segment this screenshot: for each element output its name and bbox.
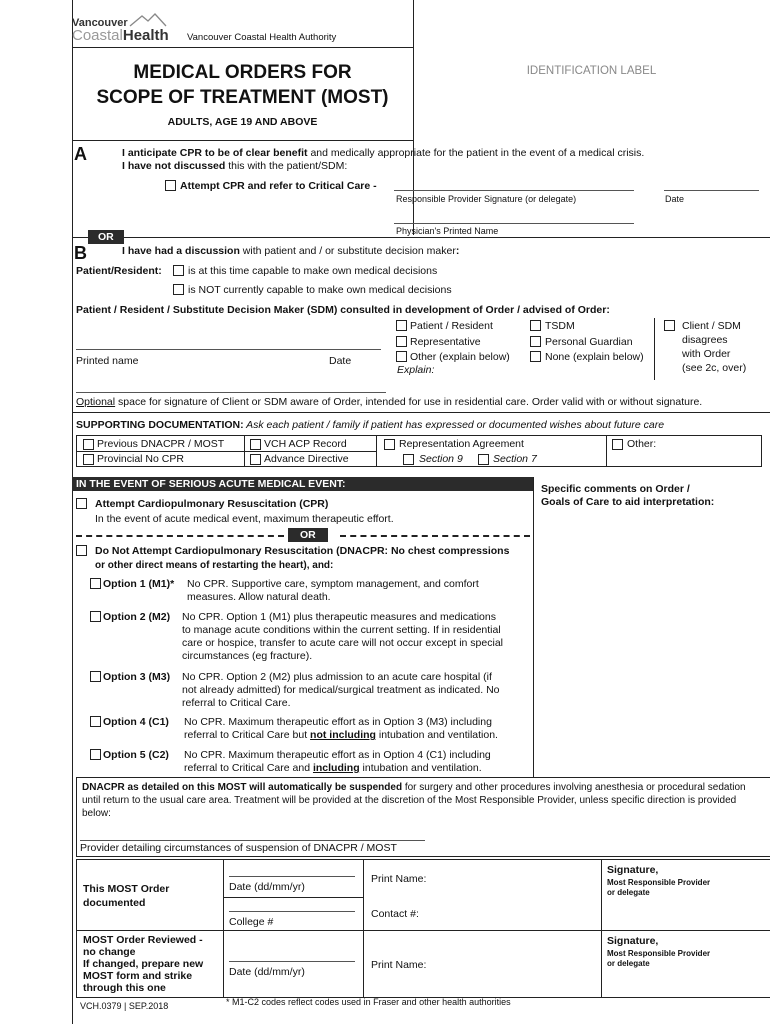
section-a-line1-rest: and medically appropriate for the patient in the event of a medical crisis. <box>307 147 645 159</box>
tsdm-option: TSDM <box>545 320 575 332</box>
client-disagrees-4: (see 2c, over) <box>682 362 747 374</box>
suspension-provider-label: Provider detailing circumstances of suspension of DNACPR / MOST <box>80 842 397 854</box>
option-c2-text2a: referral to Critical Care and <box>184 762 313 774</box>
option-m1-text2: measures. Allow natural death. <box>187 591 331 603</box>
none-explain-checkbox[interactable] <box>530 351 541 362</box>
supporting-row-rule-1 <box>76 451 244 452</box>
supporting-row-rule-2 <box>244 451 376 452</box>
provincial-no-cpr-checkbox[interactable] <box>83 454 94 465</box>
capable-checkbox[interactable] <box>173 265 184 276</box>
optional-signature-text <box>76 396 702 409</box>
attempt-cpr-event-checkbox[interactable] <box>76 498 87 509</box>
option-c1-label: Option 4 (C1) <box>103 716 169 728</box>
option-m3-text2: not already admitted) for medical/surgical treatment as indicated. No <box>182 684 500 696</box>
client-divider <box>654 318 655 380</box>
option-m3-checkbox[interactable] <box>90 671 101 682</box>
signoff-mid-rule <box>223 897 363 898</box>
reviewed-label-1: MOST Order Reviewed - <box>83 934 203 946</box>
guardian-checkbox[interactable] <box>530 336 541 347</box>
attempt-cpr-event-desc: In the event of acute medical event, maximum therapeutic effort. <box>95 513 394 525</box>
not-capable-checkbox[interactable] <box>173 284 184 295</box>
documented-date-line[interactable] <box>229 876 355 877</box>
option-c2-text2 <box>184 762 482 775</box>
section-a-letter: A <box>74 144 87 164</box>
dnacpr-line2: or other direct means of restarting the heart), and: <box>95 560 334 571</box>
physician-name-label: Physician's Printed Name <box>396 226 499 236</box>
discussion-bold: I have had a discussion <box>122 245 240 257</box>
section-a-date-label: Date <box>665 194 685 204</box>
other-doc-label: Other: <box>627 438 657 450</box>
option-m3-label: Option 3 (M3) <box>103 671 171 683</box>
option-m2-text2: to manage acute conditions within the current setting. If in residential <box>182 624 501 636</box>
authority-name: Vancouver Coastal Health Authority <box>187 32 337 43</box>
left-margin-rule <box>72 0 73 1024</box>
supporting-divider-2 <box>376 435 377 467</box>
form-code: VCH.0379 | SEP.2018 <box>80 1001 169 1011</box>
section9-label: Section 9 <box>419 453 463 465</box>
header-rule <box>72 47 413 48</box>
option-c1-text1: No CPR. Maximum therapeutic effort as in Option 3 (M3) including <box>184 716 492 728</box>
option-m2-text1: No CPR. Option 1 (M1) plus therapeutic measures and medications <box>182 611 496 623</box>
specific-comments-1: Specific comments on Order / <box>541 483 690 495</box>
mountain-logo-icon <box>128 12 168 28</box>
suspension-line2: sedation until return to the usual care area. Treatment will be provided at the discretion of the Most Responsible Provider, unless specific <box>82 782 746 806</box>
section-b-date-label: Date <box>329 355 352 367</box>
vch-logo <box>72 12 172 46</box>
option-c2-text2c: intubation and ventilation. <box>359 762 482 774</box>
suspension-text <box>82 781 762 820</box>
patient-resident-checkbox[interactable] <box>396 320 407 331</box>
identification-label: IDENTIFICATION LABEL <box>526 65 657 77</box>
acute-event-bar-label: IN THE EVENT OF SERIOUS ACUTE MEDICAL EVENT: <box>76 478 346 490</box>
option-m2-text3: care or hospice, transfer to acute care will not occur except in special <box>182 637 503 649</box>
reviewed-print-name: Print Name: <box>371 959 427 971</box>
guardian-option: Personal Guardian <box>545 336 633 348</box>
reviewed-sig-sub-2: or delegate <box>607 959 650 968</box>
discussion-colon: : <box>455 245 460 257</box>
option-m1-text1: No CPR. Supportive care, symptom management, and comfort <box>187 578 479 590</box>
option-m3-text1: No CPR. Option 2 (M2) plus admission to an acute care hospital (if <box>182 671 492 683</box>
section-a-date-line[interactable] <box>664 190 759 191</box>
documented-label-1: This MOST Order <box>83 883 170 895</box>
not-capable-label: is NOT currently capable to make own medical decisions <box>188 284 452 296</box>
provincial-no-cpr-label: Provincial No CPR <box>97 453 184 465</box>
section7-checkbox[interactable] <box>478 454 489 465</box>
supporting-divider-3 <box>606 435 607 467</box>
acute-event-bar <box>72 477 533 491</box>
documented-label-2: documented <box>83 897 146 909</box>
reviewed-label-5: through this one <box>83 982 166 994</box>
supporting-title <box>76 419 664 432</box>
other-doc-checkbox[interactable] <box>612 439 623 450</box>
printed-name-line[interactable] <box>76 349 381 350</box>
section-a-line1-bold: I anticipate CPR to be of clear benefit <box>122 147 308 159</box>
option-m1-checkbox[interactable] <box>90 578 101 589</box>
signoff-col-3 <box>601 859 602 998</box>
discussion-line <box>122 245 459 258</box>
attempt-cpr-checkbox[interactable] <box>165 180 176 191</box>
or-badge <box>88 230 124 244</box>
event-column-divider <box>533 477 534 777</box>
or-separator-label: OR <box>300 529 316 541</box>
client-disagrees-3: with Order <box>682 348 731 360</box>
option-c2-checkbox[interactable] <box>90 749 101 760</box>
physician-name-line[interactable] <box>394 223 634 224</box>
provider-signature-line[interactable] <box>394 190 634 191</box>
supporting-title-bold: SUPPORTING DOCUMENTATION: <box>76 419 244 431</box>
reviewed-date-line[interactable] <box>229 961 355 962</box>
patient-resident-label: Patient/Resident: <box>76 265 162 277</box>
or-separator-badge <box>288 528 328 542</box>
prev-dnacpr-label: Previous DNACPR / MOST <box>97 438 225 450</box>
attempt-cpr-label: Attempt CPR and refer to Critical Care - <box>180 180 377 192</box>
section7-label: Section 7 <box>493 453 537 465</box>
logo-health: Health <box>122 27 169 44</box>
specific-comments-2: Goals of Care to aid interpretation: <box>541 496 715 508</box>
section9-checkbox[interactable] <box>403 454 414 465</box>
representation-checkbox[interactable] <box>384 439 395 450</box>
documented-contact: Contact #: <box>371 908 419 920</box>
signoff-col-1 <box>223 859 224 998</box>
patient-resident-option: Patient / Resident <box>410 320 493 332</box>
option-c1-text2c: intubation and ventilation. <box>375 729 498 741</box>
documented-date-label: Date (dd/mm/yr) <box>229 881 305 893</box>
representative-checkbox[interactable] <box>396 336 407 347</box>
section-a-b-rule <box>72 237 770 238</box>
prev-dnacpr-checkbox[interactable] <box>83 439 94 450</box>
section-a-line2 <box>122 160 347 173</box>
footer-note: * M1-C2 codes reflect codes used in Fraser and other health authorities <box>226 997 511 1007</box>
signoff-col-2 <box>363 859 364 998</box>
optional-signature-line[interactable] <box>76 392 386 393</box>
discussion-rest: with patient and / or substitute decision maker <box>239 245 456 257</box>
documented-sig-sub-1: Most Responsible Provider <box>607 878 711 887</box>
suspension-provider-line[interactable] <box>80 840 425 841</box>
form-title-line2: SCOPE OF TREATMENT (MOST) <box>96 87 389 108</box>
representation-label: Representation Agreement <box>399 438 524 450</box>
form-subtitle: ADULTS, AGE 19 AND ABOVE <box>167 116 318 128</box>
vch-acp-checkbox[interactable] <box>250 439 261 450</box>
none-explain-option: None (explain below) <box>545 351 644 363</box>
consulted-label: Patient / Resident / Substitute Decision Maker (SDM) consulted in development of Order / advised of Order: <box>76 304 610 316</box>
option-m3-text3: referral to Critical Care. <box>182 697 291 709</box>
explain-label: Explain: <box>397 364 435 376</box>
section-a-line2-rest: this with the patient/SDM: <box>225 160 348 172</box>
form-title-line1: MEDICAL ORDERS FOR <box>133 62 352 83</box>
provider-signature-label: Responsible Provider Signature (or delegate) <box>396 194 577 204</box>
option-m2-label: Option 2 (M2) <box>103 611 171 623</box>
advance-directive-checkbox[interactable] <box>250 454 261 465</box>
tsdm-checkbox[interactable] <box>530 320 541 331</box>
suspension-bold: DNACPR as detailed on this MOST will automatically be suspended <box>82 782 403 793</box>
documented-sig-sub-2: or delegate <box>607 888 650 897</box>
option-c1-not-including: not including <box>310 729 376 741</box>
section-a-line2-bold: I have not discussed <box>122 160 226 172</box>
supporting-title-note: Ask each patient / family if patient has expressed or documented wishes about future care <box>243 419 665 431</box>
advance-directive-label: Advance Directive <box>264 453 349 465</box>
option-c2-including: including <box>312 762 360 774</box>
reviewed-date-label: Date (dd/mm/yr) <box>229 966 305 978</box>
attempt-cpr-event-label: Attempt Cardiopulmonary Resuscitation (CPR) <box>95 498 329 510</box>
representative-option: Representative <box>410 336 481 348</box>
logo-vancouver: Vancouver <box>72 17 128 29</box>
or-dashed-line-right <box>340 535 530 537</box>
other-explain-checkbox[interactable] <box>396 351 407 362</box>
or-badge-label: OR <box>98 231 114 243</box>
vch-acp-label: VCH ACP Record <box>264 438 347 450</box>
reviewed-sig-sub-1: Most Responsible Provider <box>607 949 711 958</box>
option-c1-text2a: referral to Critical Care but <box>184 729 311 741</box>
option-c2-label: Option 5 (C2) <box>103 749 169 761</box>
optional-underlined: Optional <box>76 396 116 408</box>
reviewed-label-4: MOST form and strike <box>83 970 193 982</box>
option-m2-checkbox[interactable] <box>90 611 101 622</box>
logo-coastal: Coastal <box>72 27 123 44</box>
title-rule <box>72 140 413 141</box>
reviewed-label-3: If changed, prepare new <box>83 958 204 970</box>
reviewed-label-2: no change <box>83 946 136 958</box>
other-explain-option: Other (explain below) <box>410 351 510 363</box>
option-c1-checkbox[interactable] <box>90 716 101 727</box>
or-dashed-line-left <box>76 535 284 537</box>
section-b-letter: B <box>74 243 87 263</box>
capable-label: is at this time capable to make own medical decisions <box>188 265 438 277</box>
documented-college-line[interactable] <box>229 911 355 912</box>
option-m1-label: Option 1 (M1)* <box>103 578 175 590</box>
suspension-line3: direction is provided below: <box>82 795 737 819</box>
option-m2-text4: circumstances (eg fracture). <box>182 650 313 662</box>
client-disagrees-2: disagrees <box>682 334 728 346</box>
option-c2-text1: No CPR. Maximum therapeutic effort as in Option 4 (C1) including <box>184 749 491 761</box>
dnacpr-checkbox[interactable] <box>76 545 87 556</box>
client-disagrees-checkbox[interactable] <box>664 320 675 331</box>
client-disagrees-1: Client / SDM <box>682 320 741 332</box>
documented-signature: Signature, <box>607 864 659 876</box>
suspension-rest1: for surgery and other procedures involving anesthesia or procedural <box>402 782 706 793</box>
optional-rest: space for signature of Client or SDM aware of Order, intended for use in residential care. Order valid with or without signature. <box>115 396 703 408</box>
printed-name-label: Printed name <box>76 355 139 367</box>
section-b-rule <box>72 412 770 413</box>
dnacpr-line1: Do Not Attempt Cardiopulmonary Resuscitation (DNACPR: No chest compressions <box>95 545 510 557</box>
documented-college-label: College # <box>229 916 274 928</box>
signoff-row-rule <box>76 930 770 931</box>
documented-print-name: Print Name: <box>371 873 427 885</box>
reviewed-signature: Signature, <box>607 935 659 947</box>
option-c1-text2 <box>184 729 498 742</box>
section-a-line1 <box>122 147 644 160</box>
